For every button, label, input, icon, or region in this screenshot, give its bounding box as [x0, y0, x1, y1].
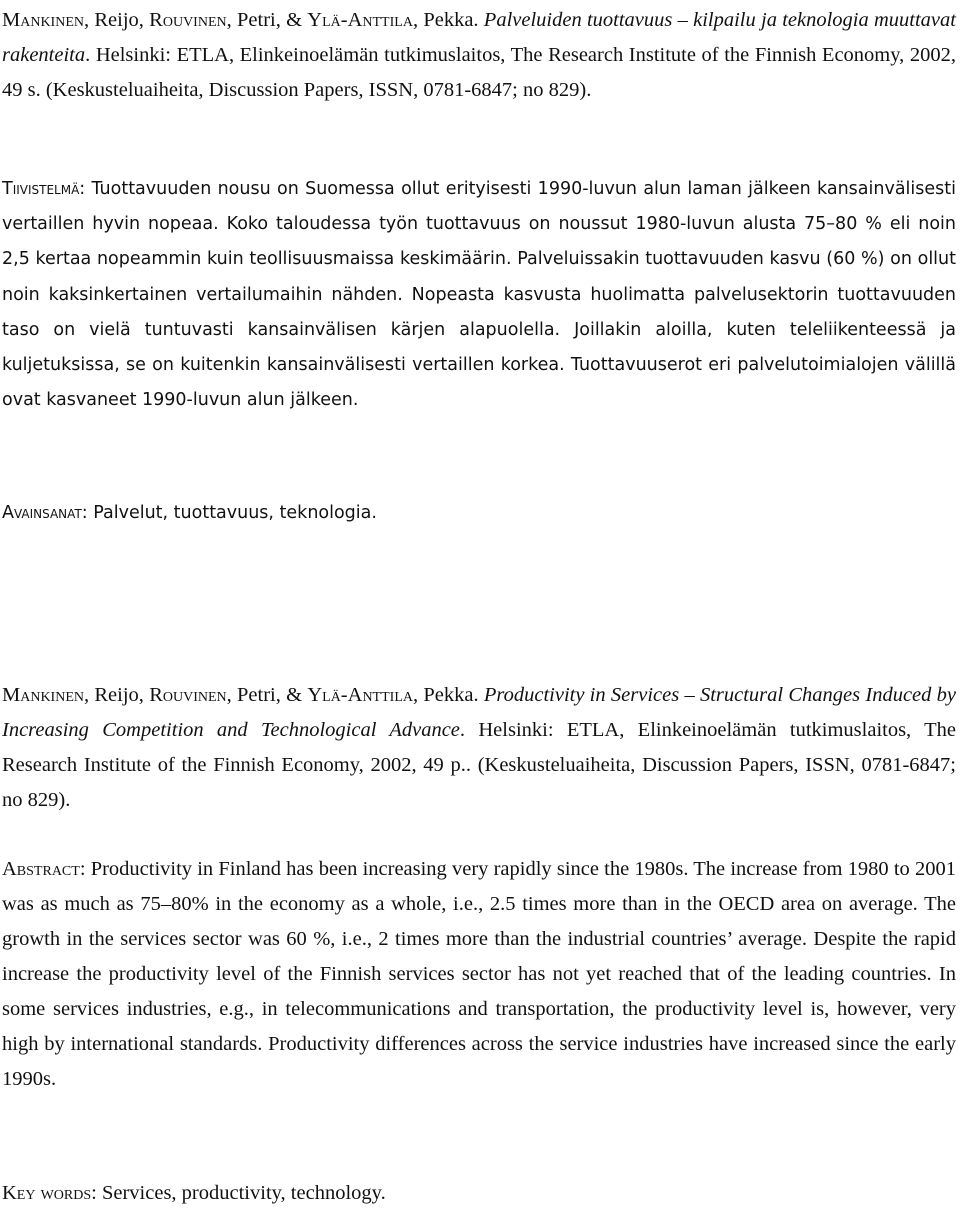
author-given-name: , Petri, & — [226, 9, 308, 31]
abstract-label: Tiivistelmä — [2, 179, 80, 199]
english-citation — [2, 678, 956, 818]
keywords-text: Palvelut, tuottavuus, teknologia. — [93, 503, 377, 523]
author-given-name: , Pekka. — [412, 684, 484, 706]
label-separator: : — [81, 503, 94, 523]
keywords-label: Key words — [2, 1182, 92, 1204]
author-given-name: , Pekka. — [412, 9, 484, 31]
publication-details: . Helsinki: ETLA, Elinkeinoelämän tutkimuslaitos, The Research Institute of the Finnish Economy, 2002, 49 s. (Keskusteluaiheita, Discussion Papers, ISSN, 0781-6847; no 829). — [2, 44, 956, 101]
author-surname: Rouvinen — [149, 684, 227, 706]
label-separator: : — [79, 179, 92, 199]
english-abstract — [2, 852, 956, 1097]
author-given-name: , Petri, & — [226, 684, 308, 706]
author-surname: Rouvinen — [149, 9, 227, 31]
keywords-label: Avainsanat — [2, 503, 82, 523]
abstract-label: Abstract — [2, 858, 80, 880]
finnish-citation — [2, 3, 956, 108]
finnish-abstract — [2, 172, 956, 418]
author-surname: Ylä-Anttila — [307, 684, 413, 706]
publication-title: Productivity in Services – Structural Changes Induced by Increasing Competition and Technological Advance — [2, 684, 956, 741]
publication-title: Palveluiden tuottavuus – kilpailu ja teknologia muuttavat rakenteita — [2, 9, 956, 66]
author-surname: Mankinen — [2, 9, 84, 31]
publication-details: . Helsinki: ETLA, Elinkeinoelämän tutkimuslaitos, The Research Institute of the Finnish Economy, 2002, 49 p.. (Keskusteluaiheita, Discussion Papers, ISSN, 0781-6847; no 829). — [2, 719, 957, 811]
english-keywords — [2, 1176, 956, 1211]
author-surname: Ylä-Anttila — [307, 9, 413, 31]
keywords-text: Services, productivity, technology. — [101, 1182, 386, 1204]
author-given-name: , Reijo, — [84, 9, 150, 31]
finnish-keywords — [2, 496, 956, 531]
author-surname: Mankinen — [2, 684, 84, 706]
abstract-text: Productivity in Finland has been increasing very rapidly since the 1980s. The increase from 1980 to 2001 was as much as 75–80% in the economy as a whole, i.e., 2.5 times more than in the OECD area on average. The growth in the services sector was 60 %, i.e., 2 times more than the industrial countries’ average. Despite the rapid increase the productivity level of the Finnish services sector has not yet reached that of the leading countries. In some services industries, e.g., in telecommunications and transportation, the productivity level is, however, very high by international standards. Productivity differences across the service industries have increased since the early 1990s. — [2, 858, 956, 1090]
author-given-name: , Reijo, — [84, 684, 150, 706]
label-separator: : — [91, 1182, 102, 1204]
abstract-text: Tuottavuuden nousu on Suomessa ollut erityisesti 1990-luvun alun laman jälkeen kansainvälisesti vertaillen hyvin nopeaa. Koko taloudessa työn tuottavuus on noussut 1980-luvun alusta 75–80 % eli noin 2,5 kertaa nopeammin kuin teollisuusmaissa keskimäärin. Palveluissakin tuottavuuden kasvu (60 %) on ollut noin kaksinkertainen vertailumaihin nähden. Nopeasta kasvusta huolimatta palvelusektorin tuottavuuden taso on vielä tuntuvasti kansainvälisen kärjen alapuolella. Joillakin aloilla, kuten teleliikenteessä ja kuljetuksissa, se on kuitenkin kansainvälisesti vertaillen korkea. Tuottavuuserot eri palvelutoimialojen välillä ovat kasvaneet 1990-luvun alun jälkeen. — [2, 179, 956, 411]
label-separator: : — [79, 858, 91, 880]
